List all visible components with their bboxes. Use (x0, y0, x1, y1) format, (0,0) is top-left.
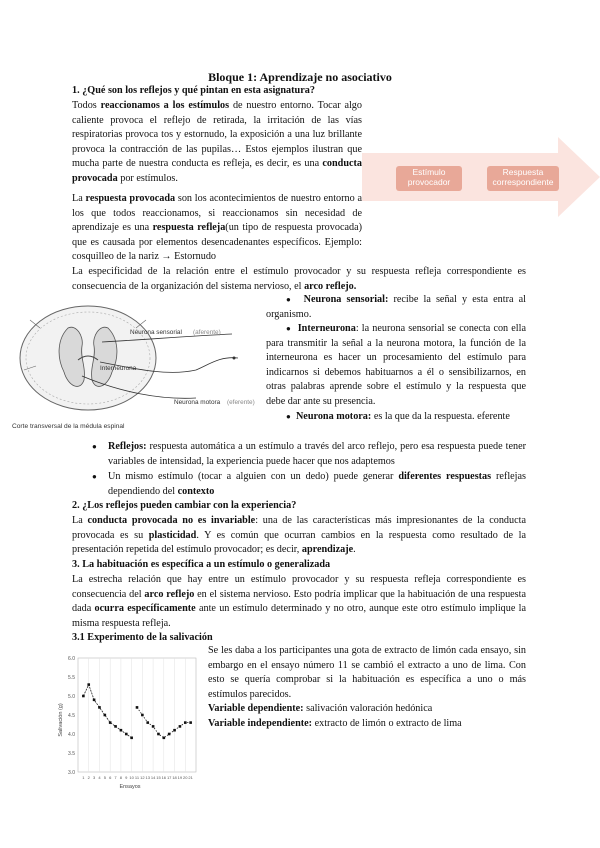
chart-point (130, 737, 133, 740)
bullet-reflexes: ● Reflejos: respuesta automática a un estímulo a través del arco reflejo, pero esa respuesta puede tener variables de intensidad, la experiencia puede hacer que nos adaptemos (108, 440, 526, 469)
bullet-interneuron: ● Interneurona: la neurona sensorial se conecta con ella para transmitir la señal a la neurona motora, la función de la interneurona es hacer un procesamiento del estímulo para indicarnos si debemos habituarnos a él o sensibilizarnos, en otras palabras aprende sobre el estímulo y la respuesta que debe dar ante su presencia. (266, 323, 526, 407)
chart-point (179, 725, 182, 728)
chart-x-tick: 6 (109, 775, 112, 780)
chart-y-tick: 5.0 (68, 694, 75, 700)
stimulus-box: Estímulo provocador (396, 166, 462, 191)
bullet-sensory: ● Neurona sensorial: recibe la señal y esta entra al organismo. (266, 294, 526, 320)
chart-x-tick: 5 (103, 775, 106, 780)
chart-point (152, 725, 155, 728)
chart-y-tick: 4.0 (68, 732, 75, 738)
chart-point (125, 733, 128, 736)
chart-x-tick: 19 (177, 775, 183, 780)
chart-x-tick: 8 (119, 775, 123, 780)
section-3-heading: 3. La habituación es específica a un estímulo o generalizada (72, 559, 331, 570)
chart-x-tick: 13 (145, 775, 150, 780)
chart-x-tick: 20 (183, 775, 188, 780)
label-motor-neuron: Neurona motora (174, 399, 221, 406)
chart-point (184, 721, 187, 724)
section-3-paragraph: La estrecha relación que hay entre un estímulo provocador y su respuesta refleja correspondiente es consecuencia del arco reflejo en el sistema nervioso. Esto podría implicar que la habituación de una respuesta dada ocurra específicamente ante un estímulo determinado y no otro, aunque este otro estímulo implique la misma respuesta refleja. (72, 574, 527, 629)
chart-point (109, 721, 112, 724)
chart-x-tick: 9 (125, 775, 128, 780)
section-1-heading: 1. ¿Qué son los reflejos y qué pintan en esta asignatura? (72, 85, 315, 96)
figure-caption: Corte transversal de la médula espinal (12, 423, 125, 430)
chart-x-tick: 3 (92, 775, 96, 780)
label-efferent: (eferente) (227, 399, 255, 406)
chart-point (114, 725, 117, 728)
chart-x-tick: 16 (161, 775, 167, 780)
label-interneuron: Interneurona (100, 365, 137, 372)
chart-frame (78, 658, 196, 772)
chart-x-tick: 14 (150, 775, 156, 780)
chart-x-tick: 18 (172, 775, 177, 780)
chart-y-tick: 3.0 (68, 770, 75, 776)
chart-point (189, 721, 192, 724)
section-2-heading: 2. ¿Los reflejos pueden cambiar con la experiencia? (72, 500, 297, 511)
chart-x-tick: 12 (140, 775, 145, 780)
chart-point (120, 729, 123, 732)
chart-y-tick: 3.5 (68, 751, 75, 757)
chart-y-tick: 6.0 (68, 656, 75, 662)
chart-series-line (83, 685, 131, 738)
chart-x-tick: 17 (166, 775, 172, 780)
label-sensory-neuron: Neurona sensorial (130, 329, 182, 336)
section-2-paragraph: La conducta provocada no es invariable: una de las características más impresionantes de la conducta provocada es su plasticidad. Y es común que ocurran cambios en la respuesta como resultado de la presentación repetida del estímulo provocador; es decir, aprendizaje. (72, 515, 526, 556)
chart-point (157, 733, 160, 736)
chart-point (82, 695, 85, 698)
chart-x-tick: 7 (114, 775, 117, 780)
chart-point (104, 714, 107, 717)
chart-point (163, 737, 166, 740)
chart-x-tick: 21 (188, 775, 193, 780)
bullet-motor: ● Neurona motora: es la que da la respuesta. eferente (286, 411, 510, 422)
chart-x-tick: 10 (129, 775, 134, 780)
chart-point (136, 706, 139, 709)
chart-point (98, 706, 101, 709)
paragraph-1: Todos reaccionamos a los estímulos de nuestro entorno. Tocar algo caliente provoca el reflejo de retirada, la irritación de las vías respiratorias provoca tos y estornudo, la exposición a una luz brillante provoca la contracción de las pupilas… Estos ejemplos ilustran que mucha parte de nuestra conducta es refleja, es decir, es una conducta provocada por estímulos. (72, 100, 362, 184)
chart-point (146, 721, 149, 724)
chart-y-tick: 4.5 (68, 713, 75, 719)
paragraph-3: La especificidad de la relación entre el estímulo provocador y su respuesta refleja correspondiente es consecuencia de la organización del sistema nervioso, el arco reflejo. (72, 266, 526, 292)
independent-variable: Variable independiente: extracto de limón o extracto de lima (208, 718, 462, 729)
chart-y-label: Salivación (g) (58, 703, 64, 737)
chart-x-label: Ensayos (119, 784, 141, 790)
bullet-same-stimulus: ● Un mismo estímulo (tocar a alguien con un dedo) puede generar diferentes respuestas reflejas dependiendo del contexto (108, 470, 526, 499)
label-afferent: (aferente) (193, 329, 221, 336)
page-title: Bloque 1: Aprendizaje no asociativo (208, 70, 392, 84)
paragraph-2: La respuesta provocada son los acontecimientos de nuestro entorno a los que todos reaccionamos, si reaccionamos sin necesidad de aprendizaje es una respuesta refleja(un tipo de respuesta provocada) que es causada por elementos desencadenantes específicos. Ejemplo: cosquilleo de la nariz → Estornudo (72, 193, 362, 263)
chart-point (141, 714, 144, 717)
subsection-3-1-heading: 3.1 Experimento de la salivación (72, 632, 213, 643)
experiment-text: Se les daba a los participantes una gota de extracto de limón cada ensayo, sin embargo en el ensayo número 11 se cambió el extracto a uno de lima. Con esto se quería comprobar si la habituación es específica a uno o más estímulos parecidos. (208, 645, 526, 700)
dependent-variable: Variable dependiente: salivación valoración hedónica (208, 703, 433, 714)
chart-x-tick: 4 (98, 775, 101, 780)
chart-x-tick: 15 (156, 775, 161, 780)
chart-x-tick: 11 (134, 775, 140, 780)
chart-x-tick: 1 (82, 775, 85, 780)
chart-point (87, 683, 90, 686)
chart-y-tick: 5.5 (68, 675, 75, 681)
chart-point (93, 699, 96, 702)
salivation-chart (56, 650, 202, 792)
chart-point (168, 733, 171, 736)
chart-x-tick: 2 (87, 775, 90, 780)
response-box: Respuesta correspondiente (487, 166, 559, 191)
chart-point (173, 729, 176, 732)
spinal-cord-figure (10, 300, 266, 438)
